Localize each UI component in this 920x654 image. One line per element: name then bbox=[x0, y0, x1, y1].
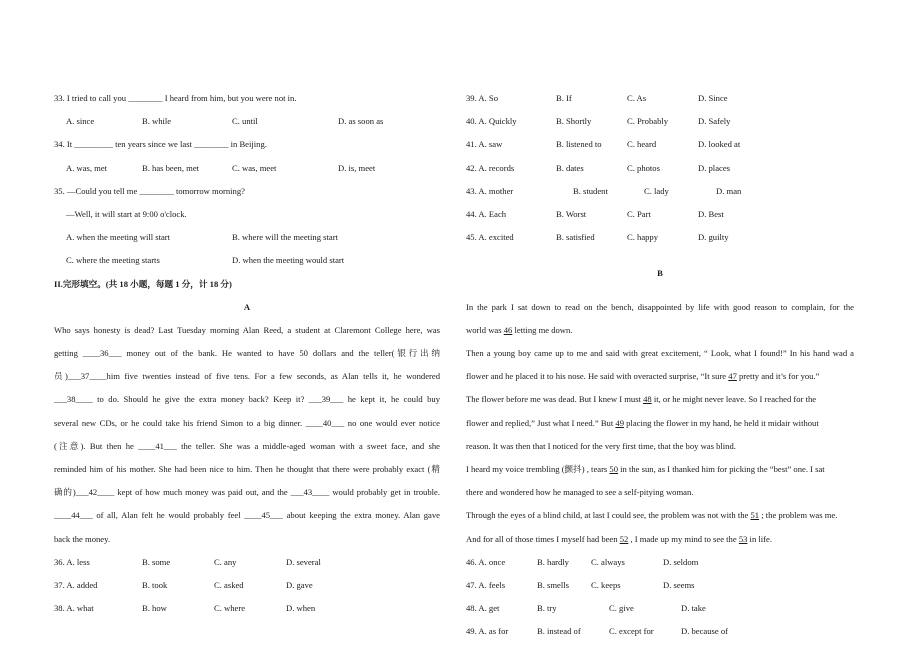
option-a: 40. A. Quickly bbox=[466, 116, 517, 127]
option-d: D. looked at bbox=[698, 139, 741, 150]
question-35-reply: —Well, it will start at 9:00 o'clock. bbox=[66, 208, 187, 219]
question-49-options bbox=[466, 625, 854, 648]
option-a: 43. A. mother bbox=[466, 185, 514, 196]
passage-b-line: reason. It was then that I noticed for the very first time, that the boy was blind. bbox=[466, 440, 736, 451]
passage-a-line: ____44___ of all, Alan felt he would probably feel ____45___ about keeping the extra money. Alan gave bbox=[54, 510, 440, 521]
option-b: B. has been, met bbox=[142, 162, 200, 173]
option-b: B. where will the meeting start bbox=[232, 232, 338, 243]
option-b: B. instead of bbox=[537, 626, 581, 637]
passage-b-line bbox=[466, 417, 854, 440]
passage-a-line: ___38____ to do. Should he give the extra money back? Keep it? ___39___ he kept it, he could buy bbox=[54, 394, 440, 405]
option-d: D. is, meet bbox=[338, 162, 376, 173]
question-34-stem: 34. It _________ ten years since we last ________ in Beijing. bbox=[54, 139, 267, 150]
question-48-options bbox=[466, 602, 854, 625]
passage-a-line: Who says honesty is dead? Last Tuesday morning Alan Reed, a student at Claremont College here, was bbox=[54, 324, 440, 335]
option-d: D. Best bbox=[698, 208, 724, 219]
passage-a-label: A bbox=[243, 301, 251, 312]
option-c: C. Part bbox=[627, 208, 651, 219]
passage-b-line: Then a young boy came up to me and said with great excitement, “ Look, what I found!” In his hand wad a bbox=[466, 348, 854, 359]
question-42-options bbox=[466, 162, 854, 185]
blank-48: 48 bbox=[643, 394, 652, 405]
option-a: 37. A. added bbox=[54, 579, 98, 590]
option-a: 42. A. records bbox=[466, 162, 515, 173]
option-b: B. listened to bbox=[556, 139, 602, 150]
right-column bbox=[466, 92, 854, 649]
option-b: B. smells bbox=[537, 579, 569, 590]
option-b: B. while bbox=[142, 116, 172, 127]
question-46-options bbox=[466, 556, 854, 579]
text: world was bbox=[466, 324, 504, 335]
option-b: B. If bbox=[556, 93, 572, 103]
blank-46: 46 bbox=[503, 324, 513, 335]
option-c: C. was, meet bbox=[232, 162, 277, 173]
text: I heard my voice trembling (颤抖) , tears bbox=[466, 464, 610, 474]
option-a: 39. A. So bbox=[466, 93, 498, 103]
question-38-options bbox=[54, 602, 440, 625]
question-44-options bbox=[466, 208, 854, 231]
blank-53: 53 bbox=[738, 533, 748, 544]
question-37-options bbox=[54, 579, 440, 602]
text: letting me down. bbox=[512, 324, 573, 335]
option-c: C. heard bbox=[627, 139, 657, 150]
question-33-options bbox=[54, 115, 440, 138]
question-40-options bbox=[466, 115, 854, 138]
question-33-stem: 33. I tried to call you ________ I heard from him, but you were not in. bbox=[54, 93, 297, 103]
passage-a-line: getting ____36___ money out of the bank. He wanted to have 50 dollars and the teller(银行出纳 bbox=[54, 348, 440, 359]
option-b: B. hardly bbox=[537, 556, 569, 567]
option-c: C. always bbox=[591, 556, 625, 567]
passage-a-line: 员)___37____him five twenties instead of five tens. For a few seconds, as Alan tells it, he wondered bbox=[54, 371, 440, 382]
question-47-options bbox=[466, 579, 854, 602]
option-c: C. any bbox=[214, 556, 237, 567]
option-d: D. guilty bbox=[698, 232, 729, 243]
option-d: D. seldom bbox=[663, 556, 699, 567]
option-d: D. man bbox=[716, 185, 742, 196]
option-c: C. Probably bbox=[627, 116, 669, 127]
option-d: D. Safely bbox=[698, 116, 731, 127]
left-column bbox=[54, 92, 440, 625]
blank-52: 52 bbox=[619, 533, 629, 544]
passage-b-line bbox=[466, 463, 854, 486]
option-c: C. until bbox=[232, 116, 258, 127]
option-b: B. took bbox=[142, 579, 168, 590]
option-c: C. happy bbox=[627, 232, 659, 243]
option-d: D. Since bbox=[698, 93, 728, 103]
option-a: A. was, met bbox=[66, 162, 108, 173]
option-a: 36. A. less bbox=[54, 556, 90, 567]
option-c: C. where bbox=[214, 603, 246, 614]
text: placing the flower in my hand, he held it midair without bbox=[623, 417, 819, 428]
option-b: B. try bbox=[537, 603, 557, 614]
option-b: B. some bbox=[142, 556, 171, 567]
option-a: A. since bbox=[66, 116, 95, 127]
text: it, or he might never leave. So I reached for the bbox=[651, 394, 817, 405]
passage-a-line: (注意). But then he ____41___ the teller. She was a middle-aged woman with a sweet face, and she bbox=[54, 440, 440, 451]
option-b: B. dates bbox=[556, 162, 584, 173]
option-c: C. give bbox=[609, 603, 634, 614]
text: in the sun, as I thanked him for picking the “best” one. I sat bbox=[618, 464, 825, 474]
passage-b-line bbox=[466, 324, 854, 347]
passage-b-line bbox=[466, 533, 854, 556]
option-a: 44. A. Each bbox=[466, 208, 507, 219]
text: flower and he placed it to his nose. He said with overacted surprise, “It sure bbox=[466, 371, 729, 382]
option-c: C. keeps bbox=[591, 579, 621, 590]
text: in life. bbox=[747, 533, 772, 544]
blank-49: 49 bbox=[615, 417, 624, 428]
passage-a-line: several new CDs, or he could take his friend Simon to a big dinner. ____40___ no one would ever notice bbox=[54, 417, 440, 428]
text: The flower before me was dead. But I knew I must bbox=[466, 394, 644, 405]
option-b: B. Worst bbox=[556, 208, 587, 219]
question-45-options bbox=[466, 231, 854, 254]
option-d: D. as soon as bbox=[338, 116, 384, 127]
section-title: II.完形填空。(共 18 小题，每题 1 分，计 18 分) bbox=[54, 278, 232, 289]
text: flower and replied,” Just what I need.” But bbox=[466, 417, 616, 428]
option-a: 38. A. what bbox=[54, 603, 94, 614]
option-a: 48. A. get bbox=[466, 603, 500, 614]
option-c: C. lady bbox=[644, 185, 669, 196]
option-b: B. how bbox=[142, 603, 167, 614]
passage-b-line: there and wondered how he managed to see a self-pitying woman. bbox=[466, 487, 694, 498]
question-34-options bbox=[54, 162, 440, 185]
option-c: C. asked bbox=[214, 579, 244, 590]
option-c: C. As bbox=[627, 93, 647, 103]
blank-47: 47 bbox=[728, 371, 737, 382]
option-a: 49. A. as for bbox=[466, 626, 509, 637]
option-d: D. places bbox=[698, 162, 730, 173]
option-d: D. several bbox=[286, 556, 321, 567]
passage-a-line: back the money. bbox=[54, 533, 110, 544]
question-39-options bbox=[466, 92, 854, 115]
option-a: A. when the meeting will start bbox=[66, 232, 171, 243]
text: ; the problem was me. bbox=[759, 510, 838, 521]
option-c: C. photos bbox=[627, 162, 660, 173]
option-c: C. where the meeting starts bbox=[66, 255, 160, 266]
question-41-options bbox=[466, 138, 854, 161]
blank-51: 51 bbox=[750, 510, 760, 521]
text: Through the eyes of a blind child, at last I could see, the problem was not with the bbox=[466, 510, 751, 521]
passage-b-line bbox=[466, 370, 854, 393]
passage-a-line: reminded him of his mother. She had been nice to him. Then he thought that there were probably exact (精 bbox=[54, 464, 440, 474]
text: pretty and it’s for you.” bbox=[736, 371, 820, 382]
passage-b-label: B bbox=[657, 267, 663, 278]
passage-b-line bbox=[466, 509, 854, 532]
option-d: D. seems bbox=[663, 579, 695, 590]
option-a: 47. A. feels bbox=[466, 579, 506, 590]
passage-a-line: 确的)___42____ kept of how much money was paid out, and the ___43____ would probably get in trouble. bbox=[54, 487, 440, 498]
question-35-options-ab bbox=[54, 231, 440, 254]
option-a: 46. A. once bbox=[466, 556, 506, 567]
text: , I made up my mind to see the bbox=[628, 533, 739, 544]
question-36-options bbox=[54, 556, 440, 579]
option-b: B. Shortly bbox=[556, 116, 592, 127]
question-43-options bbox=[466, 185, 854, 208]
passage-b-line bbox=[466, 393, 854, 416]
option-a: 45. A. excited bbox=[466, 232, 514, 243]
text: And for all of those times I myself had been bbox=[466, 533, 620, 544]
option-d: D. when the meeting would start bbox=[232, 255, 345, 266]
option-b: B. satisfied bbox=[556, 232, 595, 243]
blank-50: 50 bbox=[609, 464, 619, 474]
option-d: D. when bbox=[286, 603, 316, 614]
option-c: C. except for bbox=[609, 626, 654, 637]
option-a: 41. A. saw bbox=[466, 139, 503, 150]
option-d: D. take bbox=[681, 603, 706, 614]
option-d: D. gave bbox=[286, 579, 313, 590]
question-35-options-cd bbox=[54, 254, 440, 277]
option-b: B. student bbox=[573, 185, 608, 196]
question-35-stem: 35. —Could you tell me ________ tomorrow morning? bbox=[54, 185, 245, 196]
option-d: D. because of bbox=[681, 626, 729, 637]
passage-b-line: In the park I sat down to read on the bench, disappointed by life with good reason to complain, for the bbox=[466, 301, 854, 312]
